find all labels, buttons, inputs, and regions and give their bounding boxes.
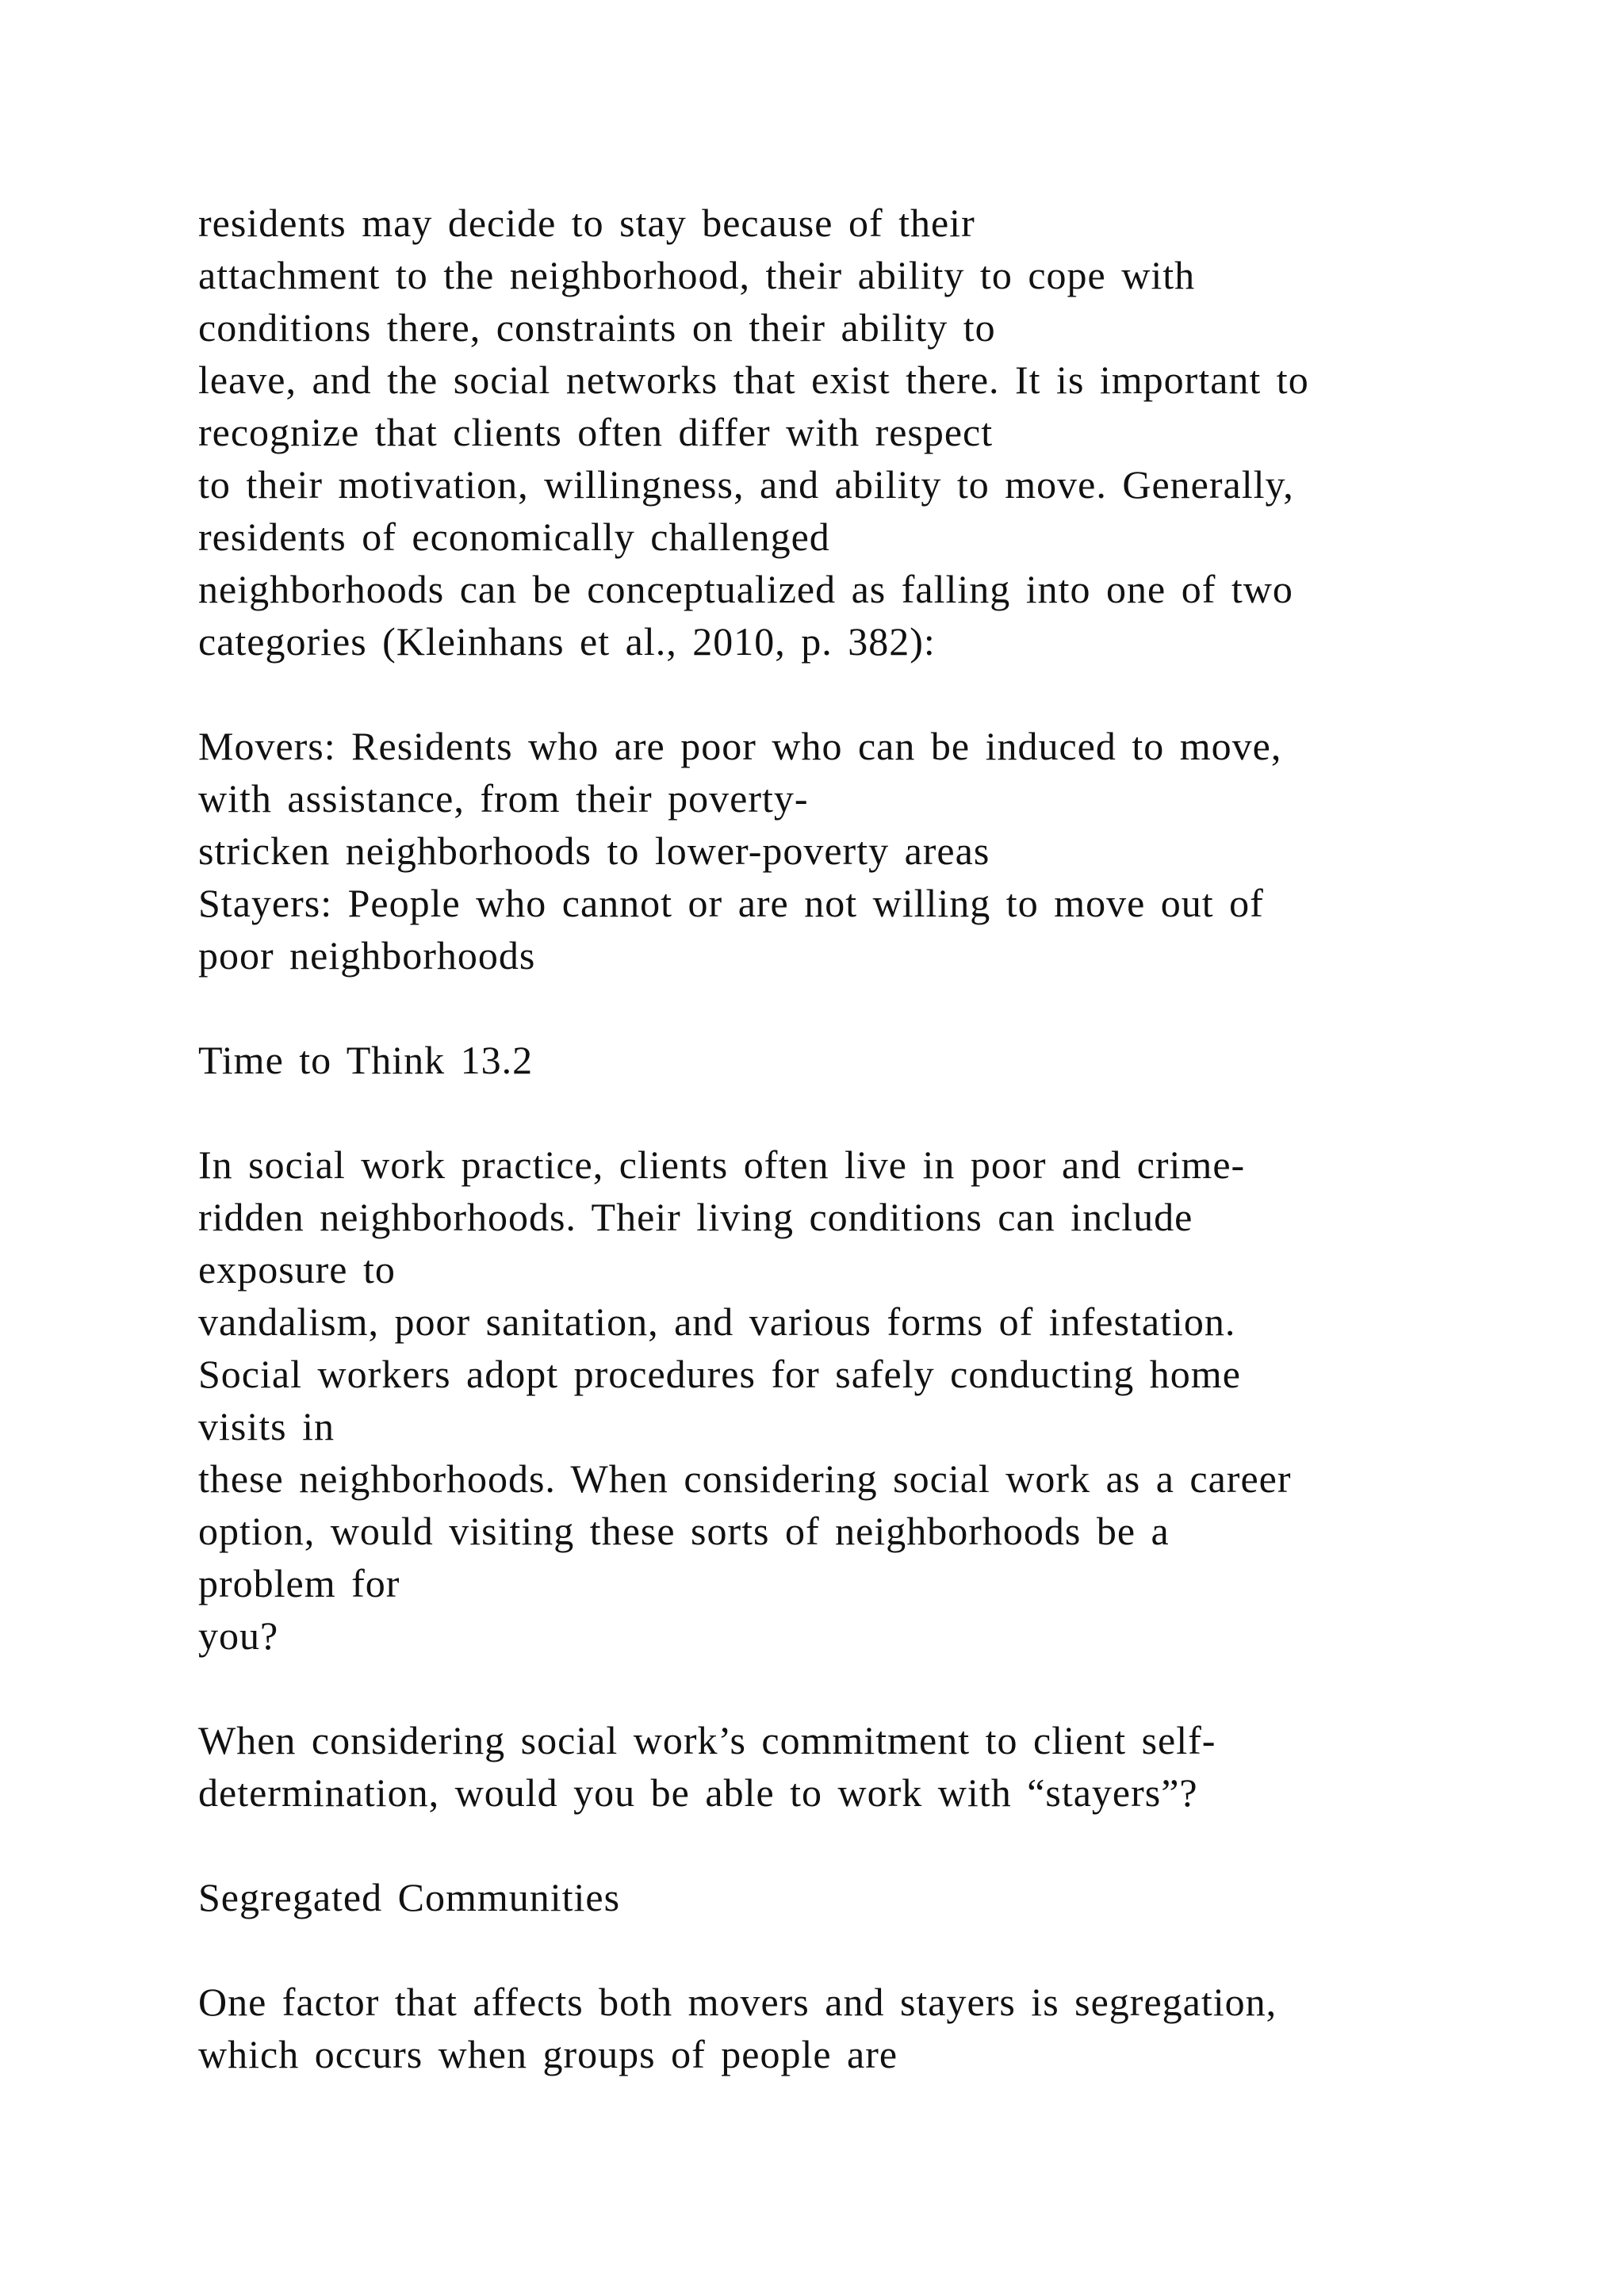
- text-line: which occurs when groups of people are: [198, 2032, 898, 2076]
- document-text: [198, 197, 1507, 2080]
- text-line: problem for: [198, 1561, 400, 1605]
- text-line: categories (Kleinhans et al., 2010, p. 382):: [198, 619, 936, 664]
- text-line: residents may decide to stay because of their: [198, 201, 975, 245]
- text-line: One factor that affects both movers and stayers is segregation,: [198, 1980, 1277, 2024]
- text-line: neighborhoods can be conceptualized as falling into one of two: [198, 567, 1293, 611]
- text-line: In social work practice, clients often live in poor and crime-: [198, 1142, 1246, 1187]
- text-line: Social workers adopt procedures for safely conducting home: [198, 1352, 1241, 1396]
- text-line: stricken neighborhoods to lower-poverty areas: [198, 828, 990, 873]
- section-heading: Segregated Communities: [198, 1875, 621, 1919]
- paragraph-gap: [198, 1662, 1507, 1714]
- text-line: ridden neighborhoods. Their living conditions can include: [198, 1195, 1193, 1239]
- text-line: recognize that clients often differ with respect: [198, 410, 994, 454]
- text-line: Movers: Residents who are poor who can be induced to move,: [198, 724, 1282, 768]
- text-line: to their motivation, willingness, and ability to move. Generally,: [198, 462, 1294, 507]
- text-line: with assistance, from their poverty-: [198, 776, 809, 821]
- paragraph-gap: [198, 668, 1507, 720]
- text-line: exposure to: [198, 1247, 396, 1292]
- paragraph-gap: [198, 982, 1507, 1034]
- text-line: leave, and the social networks that exist there. It is important to: [198, 358, 1309, 402]
- paragraph-gap: [198, 1923, 1507, 1976]
- paragraph-gap: [198, 1086, 1507, 1138]
- text-line: attachment to the neighborhood, their ability to cope with: [198, 253, 1196, 297]
- paragraph-gap: [198, 1819, 1507, 1871]
- text-line: Stayers: People who cannot or are not willing to move out of: [198, 881, 1264, 925]
- text-line: option, would visiting these sorts of neighborhoods be a: [198, 1509, 1170, 1553]
- text-line: determination, would you be able to work with “stayers”?: [198, 1770, 1198, 1815]
- text-line: poor neighborhoods: [198, 933, 536, 978]
- text-line: residents of economically challenged: [198, 515, 830, 559]
- text-line: these neighborhoods. When considering social work as a career: [198, 1456, 1292, 1501]
- text-line: vandalism, poor sanitation, and various forms of infestation.: [198, 1299, 1236, 1344]
- text-line: you?: [198, 1613, 279, 1658]
- text-line: When considering social work’s commitment to client self-: [198, 1718, 1216, 1762]
- section-heading: Time to Think 13.2: [198, 1038, 534, 1082]
- text-line: visits in: [198, 1404, 335, 1448]
- text-line: conditions there, constraints on their ability to: [198, 305, 996, 350]
